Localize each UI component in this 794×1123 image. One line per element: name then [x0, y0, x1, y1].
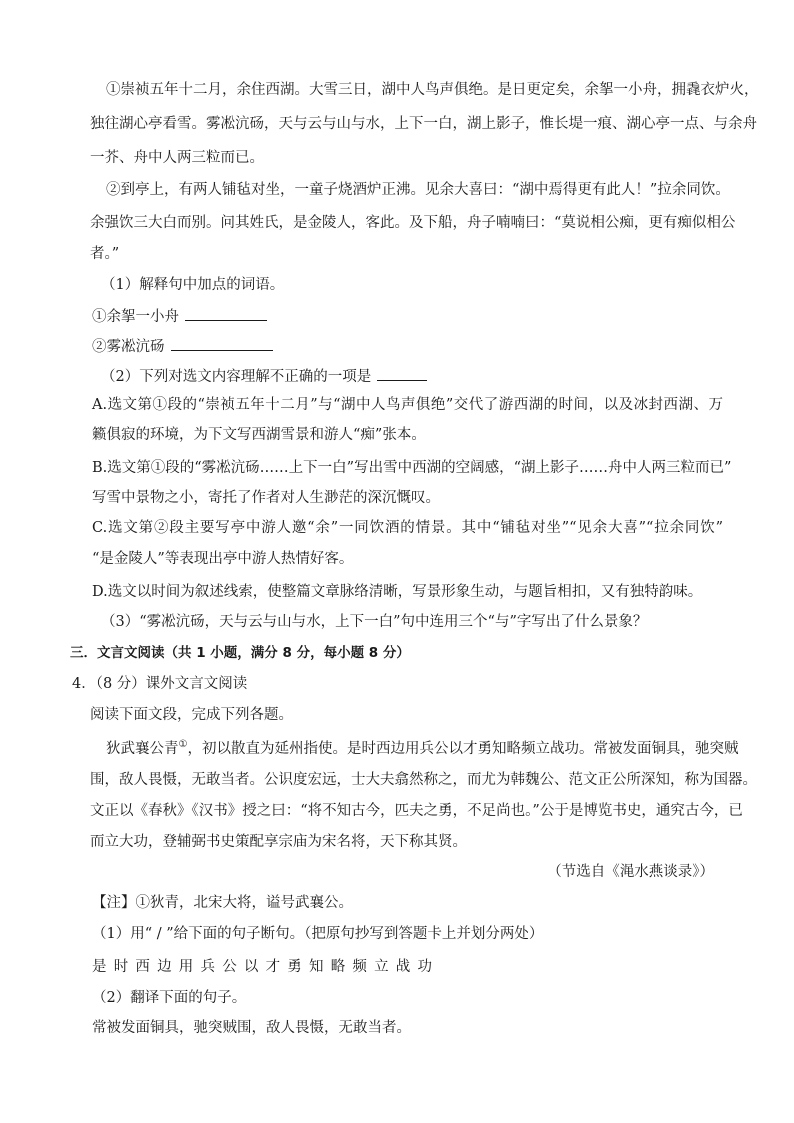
classical-text-line4: 而立大功，登辅弼书史策配享宗庙为宋名将，天下称其贤。	[90, 834, 467, 850]
question-1-item-1-text: ①余挐一小舟	[92, 309, 179, 325]
answer-blank[interactable]	[171, 336, 273, 351]
classical-text-line2: 围，敌人畏慑，无敢当者。公识度宏远，士大夫翕然称之，而尤为韩魏公、范文正公所深知，称为国器。	[90, 772, 757, 788]
option-a-line1: A.选文第①段的“崇祯五年十二月”与“湖中人鸟声俱绝”交代了游西湖的时间，以及冰封西湖、万	[92, 397, 723, 413]
answer-blank[interactable]	[185, 306, 267, 321]
question-3-prompt: （3）“雾凇沆砀，天与云与山与水，上下一白”句中连用三个“与”字写出了什么景象？	[101, 614, 648, 630]
classical-text-line1-rest: ，初以散直为延州指使。是时西边用兵公以才勇知略频立战功。常被发面铜具，驰突贼	[187, 741, 739, 757]
option-b-line1: B.选文第①段的“雾凇沆砀……上下一白”写出雪中西湖的空阔感，“湖上影子……舟中人两三粒而已”	[92, 460, 732, 476]
passage-p1-line2: 独往湖心亭看雪。雾凇沆砀，天与云与山与水，上下一白，湖上影子，惟长堤一痕、湖心亭一点、与余舟	[90, 116, 757, 132]
question-1-item-1	[92, 306, 267, 326]
answer-blank[interactable]	[377, 366, 427, 381]
passage-p1-line1: ①崇祯五年十二月，余住西湖。大雪三日，湖中人鸟声俱绝。是日更定矣，余挐一小舟，拥毳衣炉火，	[106, 82, 759, 98]
classical-text-line1-start: 狄武襄公青	[106, 741, 179, 757]
footnote-marker: ①	[178, 739, 188, 751]
question-1-prompt: （1）解释句中加点的词语。	[101, 277, 285, 293]
question-4-sub1-prompt: （1）用“ / ”给下面的句子断句。（把原句抄写到答题卡上并划分两处）	[92, 926, 544, 942]
option-c-line2: “是金陵人”等表现出亭中游人热情好客。	[92, 551, 354, 567]
section-heading: 三．文言文阅读（共 1 小题，满分 8 分，每小题 8 分）	[70, 645, 410, 661]
option-d-line1: D.选文以时间为叙述线索，使整篇文章脉络清晰，写景形象生动，与题旨相扣，又有独特韵味。	[92, 584, 703, 600]
question-1-item-2	[92, 336, 273, 356]
question-4-sub1-sentence: 是时西边用兵公以才勇知略频立战功	[92, 959, 440, 975]
question-4-sub2-prompt: （2）翻译下面的句子。	[92, 990, 247, 1006]
passage-p2-line3: 者。”	[90, 246, 120, 262]
question-1-item-2-text: ②雾凇沆砀	[92, 339, 165, 355]
option-a-line2: 籁俱寂的环境，为下文写西湖雪景和游人“痴”张本。	[92, 427, 426, 443]
question-4-sub2-sentence: 常被发面铜具，驰突贼围，敌人畏慑，无敢当者。	[92, 1020, 411, 1036]
footnote: 【注】①狄青，北宋大将，谥号武襄公。	[92, 895, 353, 911]
question-4-instruction: 阅读下面文段，完成下列各题。	[90, 707, 293, 723]
passage-p1-line3: 一芥、舟中人两三粒而已。	[90, 150, 264, 166]
option-b-line2: 写雪中景物之小，寄托了作者对人生渺茫的深沉慨叹。	[92, 490, 440, 506]
source-citation: （节选自《渑水燕谈录》）	[547, 864, 714, 880]
passage-p2-line2: 余强饮三大白而别。问其姓氏，是金陵人，客此。及下船，舟子喃喃曰：“莫说相公痴，更有痴似相公	[90, 215, 736, 231]
option-c-line1: C.选文第②段主要写亭中游人邀“余”一同饮酒的情景。其中“铺毡对坐”“见余大喜”“拉余同饮”	[92, 520, 723, 536]
passage-p2-line1: ②到亭上，有两人铺毡对坐，一童子烧酒炉正沸。见余大喜曰：“湖中焉得更有此人！”拉余同饮。	[106, 182, 730, 198]
question-2-prompt: （2）下列对选文内容理解不正确的一项是	[101, 369, 372, 385]
question-2-prompt-line	[101, 366, 427, 386]
classical-text-line3: 文正以《春秋》《汉书》授之曰：“将不知古今，匹夫之勇，不足尚也。”公于是博览书史，通究古今，已	[90, 803, 743, 819]
classical-text-line1	[106, 739, 739, 759]
question-4-header: 4．（8 分）课外文言文阅读	[72, 676, 248, 692]
